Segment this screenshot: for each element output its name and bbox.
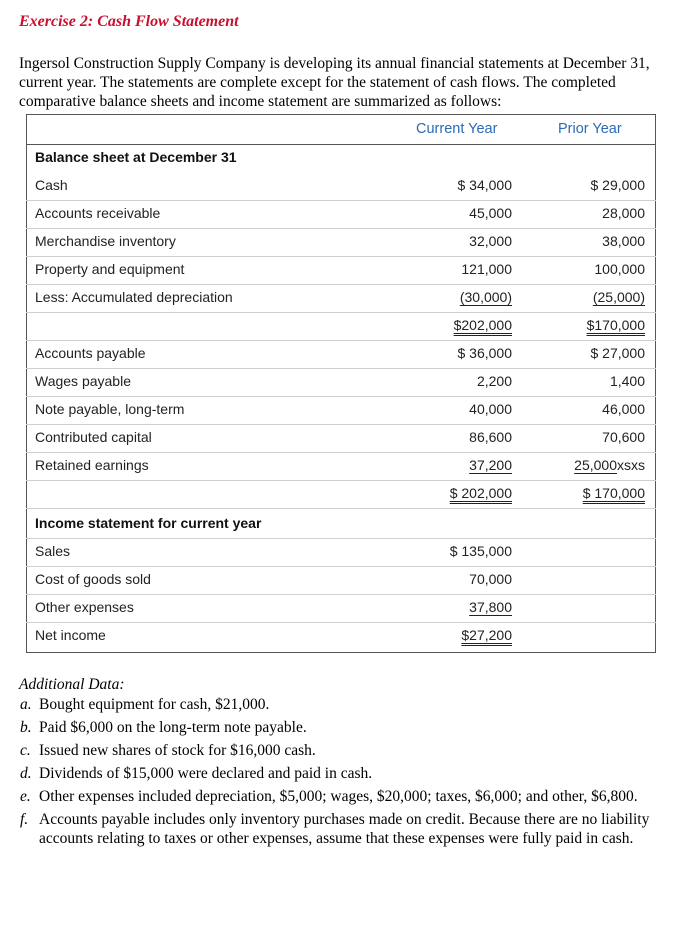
prior-year-value: 70,600 [602, 429, 645, 445]
item-text: Other expenses included depreciation, $5,000; wages, $20,000; taxes, $6,000; and other, $6,800. [39, 788, 638, 805]
table-row [26, 539, 656, 567]
table-row [26, 257, 656, 285]
current-year-value: 37,200 [469, 457, 512, 473]
list-item [19, 741, 669, 760]
current-year-value: 45,000 [469, 205, 512, 221]
row-label: Property and equipment [35, 261, 185, 277]
table-row [26, 453, 656, 481]
total-liabilities-equity-current: $ 202,000 [449, 485, 512, 501]
table-row [26, 173, 656, 201]
item-text: Paid $6,000 on the long-term note payable. [39, 719, 307, 736]
row-label: Note payable, long-term [35, 401, 185, 417]
current-year-value: 37,800 [469, 599, 512, 615]
prior-year-value: (25,000) [592, 289, 645, 305]
table-row [26, 567, 656, 595]
current-year-value: 86,600 [469, 429, 512, 445]
table-row [26, 397, 656, 425]
current-year-value: $ 36,000 [457, 345, 512, 361]
item-text: Dividends of $15,000 were declared and paid in cash. [39, 765, 373, 782]
row-label: Accounts payable [35, 345, 146, 361]
table-row [26, 623, 656, 651]
list-item [19, 787, 669, 806]
item-letter: d. [20, 765, 32, 782]
table-row [26, 425, 656, 453]
prior-year-value: 100,000 [594, 261, 645, 277]
table-row [26, 229, 656, 257]
item-letter: a. [20, 696, 32, 713]
list-item [19, 695, 669, 714]
item-letter: b. [20, 719, 32, 736]
total-assets-prior: $170,000 [586, 317, 645, 333]
additional-data-heading: Additional Data: [19, 676, 125, 693]
row-divider [26, 508, 656, 509]
table-row [26, 285, 656, 313]
row-label: Cash [35, 177, 68, 193]
current-year-value: 70,000 [469, 571, 512, 587]
current-year-value: $ 135,000 [449, 543, 512, 559]
list-item [19, 718, 669, 737]
table-row [26, 595, 656, 623]
row-label: Accounts receivable [35, 205, 161, 221]
prior-year-value: $ 29,000 [590, 177, 645, 193]
exercise-title: Exercise 2: Cash Flow Statement [19, 13, 239, 30]
column-header-current-year: Current Year [416, 121, 498, 137]
row-label: Less: Accumulated depreciation [35, 289, 233, 305]
prior-year-suffix: xsxs [617, 457, 645, 473]
row-label: Sales [35, 543, 71, 559]
current-year-value: 2,200 [476, 373, 512, 389]
item-text: Accounts payable includes only inventory purchases made on credit. Because there are no liability accounts relating to taxes or other expenses, assume that these expenses were fully paid in cash. [39, 811, 650, 847]
total-assets-row [26, 313, 656, 341]
prior-year-value: 25,000 [574, 457, 617, 473]
prior-year-value: 46,000 [602, 401, 645, 417]
row-label: Other expenses [35, 599, 134, 615]
item-text: Bought equipment for cash, $21,000. [39, 696, 270, 713]
total-assets-current: $202,000 [453, 317, 512, 333]
income-statement-heading: Income statement for current year [35, 515, 262, 531]
prior-year-value: 38,000 [602, 233, 645, 249]
table-row [26, 341, 656, 369]
item-letter: e. [20, 788, 31, 805]
row-label: Net income [35, 627, 106, 643]
current-year-value: 40,000 [469, 401, 512, 417]
list-item [19, 764, 669, 783]
prior-year-cell [574, 457, 645, 473]
row-label: Wages payable [35, 373, 131, 389]
column-header-prior-year: Prior Year [558, 121, 622, 137]
list-item [19, 810, 669, 848]
row-label: Cost of goods sold [35, 571, 151, 587]
prior-year-value: $ 27,000 [590, 345, 645, 361]
intro-paragraph: Ingersol Construction Supply Company is developing its annual financial statements at December 31, current year. The statements are complete except for the statement of cash flows. The completed comparative balance sheets and income statement are summarized as follows: [19, 55, 650, 110]
prior-year-value: 1,400 [609, 373, 645, 389]
current-year-value: (30,000) [459, 289, 512, 305]
table-row [26, 369, 656, 397]
current-year-value: $27,200 [461, 627, 512, 643]
current-year-value: $ 34,000 [457, 177, 512, 193]
current-year-value: 121,000 [461, 261, 512, 277]
row-label: Contributed capital [35, 429, 152, 445]
total-liabilities-equity-row [26, 481, 656, 509]
table-row [26, 201, 656, 229]
item-letter: c. [20, 742, 31, 759]
row-label: Retained earnings [35, 457, 149, 473]
current-year-value: 32,000 [469, 233, 512, 249]
balance-sheet-heading-row [26, 145, 656, 173]
income-statement-heading-row [26, 511, 656, 539]
row-label: Merchandise inventory [35, 233, 176, 249]
item-text: Issued new shares of stock for $16,000 cash. [39, 742, 316, 759]
total-liabilities-equity-prior: $ 170,000 [582, 485, 645, 501]
prior-year-value: 28,000 [602, 205, 645, 221]
additional-data [19, 675, 669, 852]
item-letter: f. [20, 811, 29, 828]
balance-sheet-heading: Balance sheet at December 31 [35, 149, 237, 165]
